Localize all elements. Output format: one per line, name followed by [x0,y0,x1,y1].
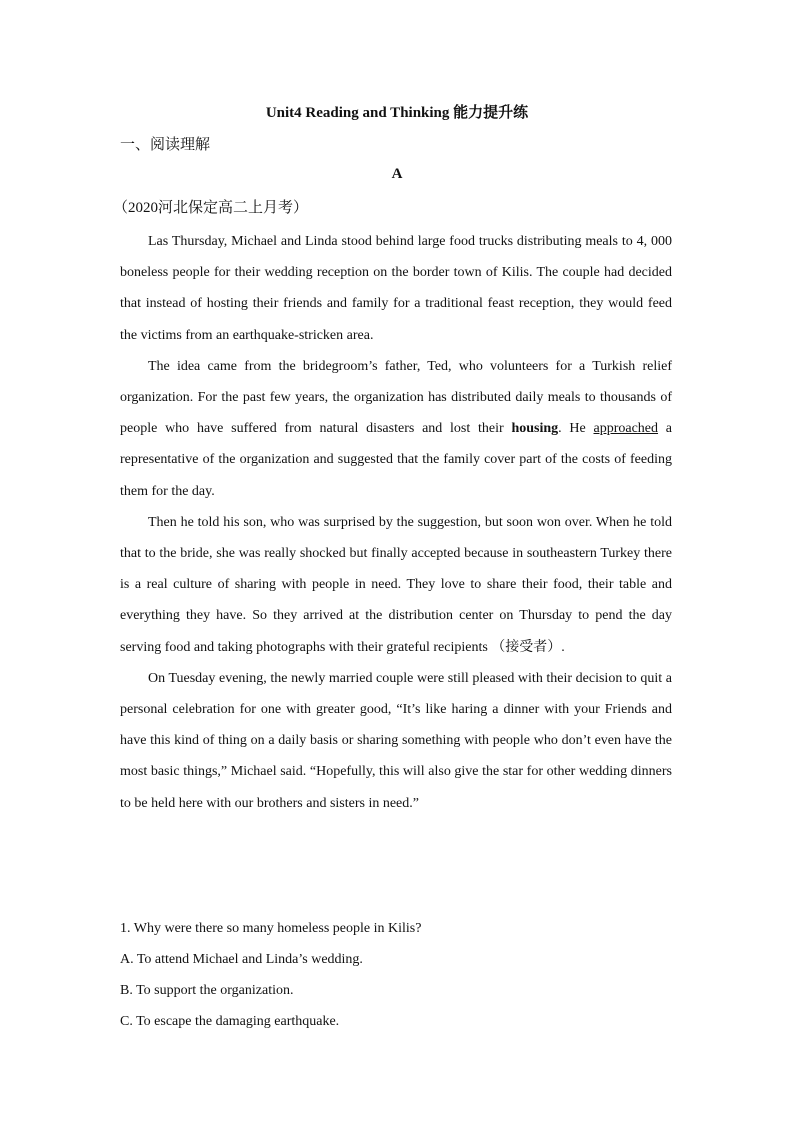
paragraph-3: Then he told his son, who was surprised by the suggestion, but soon won over. When he told that to the bride, she was really shocked but finally accepted because in southeastern Turkey there is a real culture of sharing with people in need. They love to share their food, their table and everything they have. So they arrived at the distribution center on Thursday to pend the day serving food and taking photographs with their grateful recipients （接受者）. [120,514,672,655]
paragraph-2-text-c: a representative of the organization and suggested that the family cover part of the costs of feeding them for the day. [120,421,673,499]
bold-word-housing: housing [511,421,559,437]
question-1-stem: 1. Why were there so many homeless people in Kilis? [120,921,422,936]
paragraph-4: On Tuesday evening, the newly married couple were still pleased with their decision to quit a personal celebration for one with greater good, “It’s like haring a dinner with your Friends and have this kind of thing on a daily basis or sharing something with people who don’t even have the most basic things,” Michael said. “Hopefully, this will also give the star for other wedding dinners to be held here with our brothers and sisters in need.” [120,670,672,811]
reading-passage [120,226,672,819]
question-1-option-c[interactable]: C. To escape the damaging earthquake. [120,1014,340,1029]
paragraph-2-text-a: The idea came from the bridegroom’s father, Ted, who volunteers for a Turkish relief organization. For the past few years, the organization has distributed daily meals to thousands of people who have suffered from natural disasters and lost their [120,358,672,437]
underlined-word-approached: approached [593,421,659,437]
question-1-option-b[interactable]: B. To support the organization. [120,983,294,998]
passage-source: （2020河北保定高二上月考） [113,200,309,216]
section-heading: 一、阅读理解 [120,137,211,153]
passage-label: A [391,166,403,182]
page-title: Unit4 Reading and Thinking 能力提升练 [265,105,529,121]
question-1 [120,913,680,1037]
paragraph-2 [120,351,672,507]
question-1-option-a[interactable]: A. To attend Michael and Linda’s wedding. [120,952,363,967]
paragraph-2-text-b: . He [558,421,594,437]
paragraph-1: Las Thursday, Michael and Linda stood behind large food trucks distributing meals to 4, 000 boneless people for their wedding reception on the border town of Kilis. The couple had decided that instead of hosting their friends and family for a traditional feast reception, they would feed the victims from an earthquake-stricken area. [120,234,672,343]
